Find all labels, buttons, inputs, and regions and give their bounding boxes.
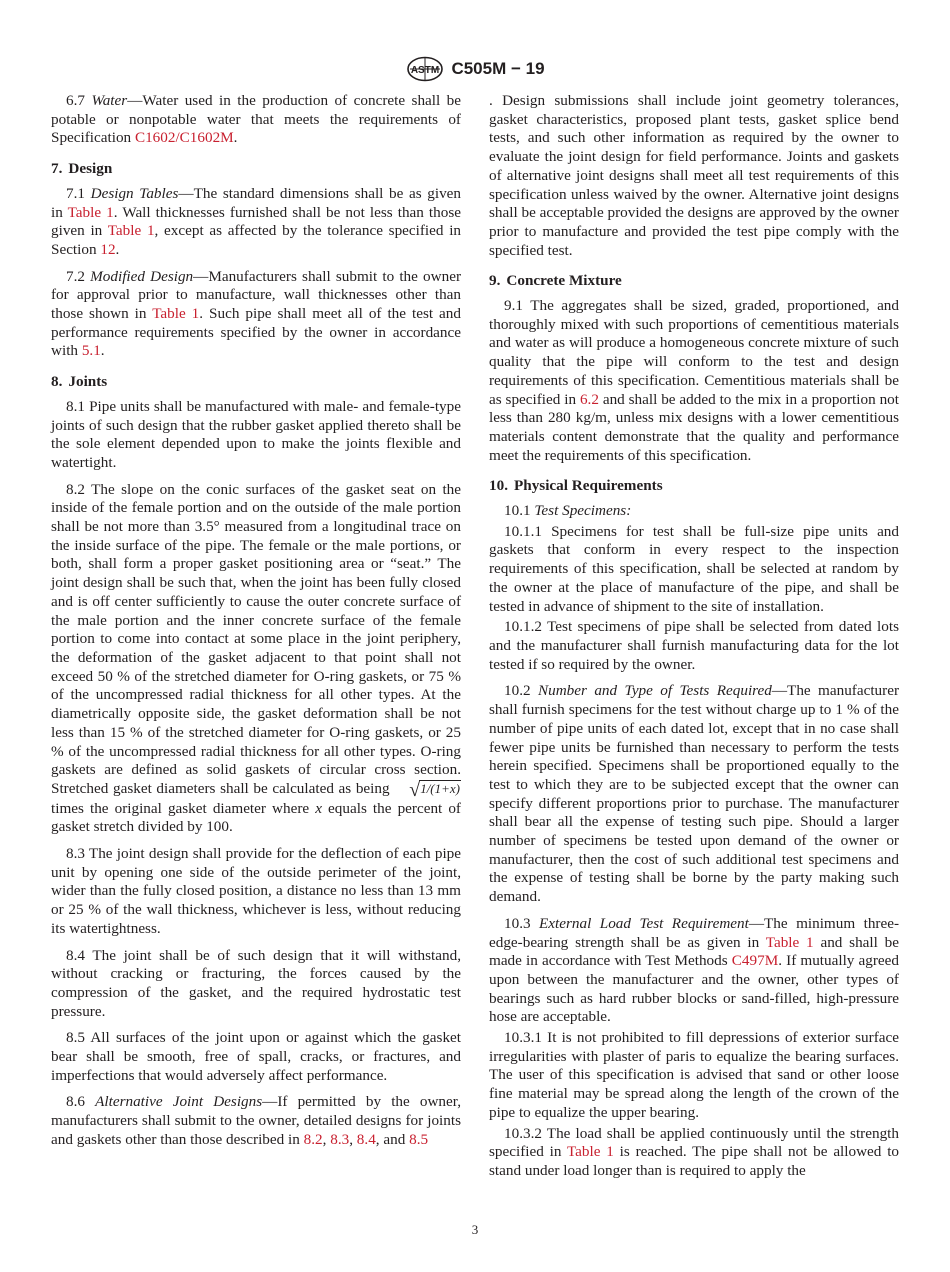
paragraph-7-2: 7.2 Modified Design—Manufacturers shall submit to the owner for approval prior to manufacture, wall thicknesses other than those shown in Table 1. Such pipe shall meet all of the test and performance requirements specified by the owner in accordance with 5.1.: [51, 267, 461, 360]
link-table-1[interactable]: Table 1: [107, 222, 155, 240]
link-section-8-5[interactable]: 8.5: [409, 1130, 429, 1148]
astm-logo-icon: [405, 56, 445, 82]
paragraph-6-7: 6.7 Water—Water used in the production of concrete shall be potable or nonpotable water that meets the requirements of Specification C1602/C1602M.: [51, 92, 462, 147]
link-section-5-1[interactable]: 5.1: [81, 342, 101, 360]
paragraph-10-3-2: 10.3.2 The load shall be applied continuously until the strength specified in Table 1 is reached. The pipe shall not be allowed to stand under load longer than is required to apply the: [489, 1124, 900, 1179]
section-heading-7: 7. Design: [51, 160, 113, 178]
paragraph-8-5: 8.5 All surfaces of the joint upon or against which the gasket bear shall be smooth, free of spall, cracks, or fractures, and imperfections that would adversely affect performance.: [51, 1029, 461, 1084]
paragraph-8-1: 8.1 Pipe units shall be manufactured with male- and female-type joints of such design that the rubber gasket applied thereto shall be the sole element depended upon to make the joints flexible and watertight.: [51, 397, 461, 471]
formula-sqrt: √1/(1+x): [409, 778, 460, 801]
paragraph-10-2: 10.2 Number and Type of Tests Required—The manufacturer shall furnish specimens for the test without charge up to 1 % of the number of pipe units of each dated lot, except that in no case shall fewer pipe units be furnished than necessary to perform the tests herein specified. Specimens shall be proportioned equally to the test to which they are to be subjected except that the owner can specify different proportions prior to purchase. The manufacturer shall bear all the expense of testing such pipe. Should a larger number of specimens be tested upon demand of the owner or manufacturer, then the cost of such additional test specimens and the expense of testing shall be borne by the party making such demand.: [489, 682, 900, 906]
link-section-8-3[interactable]: 8.3: [330, 1130, 350, 1148]
page-header: [0, 56, 950, 82]
paragraph-10-3: 10.3 External Load Test Requirement—The minimum three-edge-bearing strength shall be as given in Table 1 and shall be made in accordance with Test Methods C497M. If mutually agreed upon between the manufacturer and the owner, other types of bearings such as hard rubber blocks or sand-filled, high-pressure hose are acceptable.: [489, 914, 900, 1026]
paragraph-8-6-start: 8.6 Alternative Joint Designs—If permitted by the owner, manufacturers shall submit to the owner, detailed designs for joints and gaskets other than those described in 8.2, 8.3, 8.4, and 8.5: [51, 1093, 462, 1148]
link-table-1[interactable]: Table 1: [765, 933, 814, 951]
link-table-1[interactable]: Table 1: [152, 305, 200, 323]
link-c1602[interactable]: C1602/C1602M: [134, 129, 234, 147]
paragraph-10-1: 10.1 Test Specimens:: [504, 502, 632, 520]
paragraph-8-4: 8.4 The joint shall be of such design that it will withstand, without cracking or fracturing, the forces caused by the compression of the gasket, and the required hydrostatic test pressure.: [51, 946, 461, 1020]
term-water: Water: [91, 92, 128, 109]
section-heading-9: 9. Concrete Mixture: [489, 272, 622, 290]
link-table-1[interactable]: Table 1: [67, 203, 114, 221]
logo-text: ASTM: [411, 65, 440, 76]
paragraph-9-1: 9.1 The aggregates shall be sized, graded, proportioned, and thoroughly mixed with such proportions of cementitious materials and water as will produce a homogeneous concrete mixture of such quality that the pipe will conform to the test and design requirements of this specification. Cementitious materials shall be as specified in 6.2 and shall be added to the mix in a proportion not less than 280 kg/m, unless mix designs with a lower cementitious materials content demonstrate that the quality and performance meet the requirements of this specification.: [489, 297, 899, 464]
link-c497m[interactable]: C497M: [731, 952, 779, 970]
link-table-1[interactable]: Table 1: [566, 1143, 614, 1161]
section-heading-8: 8. Joints: [51, 373, 108, 391]
link-section-8-2[interactable]: 8.2: [303, 1130, 323, 1148]
paragraph-10-3-1: 10.3.1 It is not prohibited to fill depressions of exterior surface irregularities with plaster of paris to equalize the bearing surfaces. The user of this specification is advised that sand or other loose fine material may be spread along the length of the crown of the pipe to equalize the upper bearing.: [489, 1029, 899, 1121]
link-section-12[interactable]: 12: [100, 240, 116, 258]
paragraph-10-1-2: 10.1.2 Test specimens of pipe shall be selected from dated lots and the manufacturer shall furnish manufacturing data for the lot tested if so required by the owner.: [489, 618, 899, 673]
paragraph-8-6-continued: . Design submissions shall include joint geometry tolerances, gasket characteristics, proposed plant tests, gasket splice bend tests, and such other information as required by the owner to evaluate the joint design for field performance. Joints and gaskets of alternative joint designs shall meet all test requirements of this specification unless waived by the owner. Alternative joint designs shall be acceptable provided the designs are approved by the owner prior to manufacture and provided the test pipe comply with the specified test.: [489, 92, 899, 259]
document-designation: C505M − 19: [451, 59, 545, 78]
link-section-6-2[interactable]: 6.2: [579, 390, 599, 408]
page-number: 3: [471, 1222, 479, 1237]
paragraph-10-1-1: 10.1.1 Specimens for test shall be full-size pipe units and gaskets that conform in every respect to the inspection requirements of this specification, shall be selected at random by the owner at the place of manufacture of the pipe, and shall be tested in advance of shipment to the site of installation.: [489, 522, 899, 615]
left-column: [51, 92, 461, 1158]
paragraph-8-3: 8.3 The joint design shall provide for the deflection of each pipe unit by opening one side of the outside perimeter of the joint, wider than the fully closed position, a distance no less than 13 mm or 25 % of the wall thickness, whichever is less, without reducing its watertightness.: [51, 845, 461, 937]
link-section-8-4[interactable]: 8.4: [356, 1130, 376, 1148]
paragraph-8-2: 8.2 The slope on the conic surfaces of the gasket seat on the inside of the female portion and on the outside of the male portion shall be not more than 3.5° measured from a longitudinal trace on the inside surface of the pipe. The female or the male portions, or both, shall form a proper gasket positioning area or “seat.” The joint design shall be such that, when the joint has been fully closed and is off center sufficiently to cause the outer concrete surface of the male portion and the inner concrete surface of the female portion to come into contact at some place in the joint periphery, the deformation of the gasket adjacent to that point shall not exceed 50 % of the stretched diameter for O-ring gaskets, or 75 % of the uncompressed radial thickness for all other types. At the diametrically opposite side, the gasket deformation shall be not less than 15 % of the stretched diameter for O-ring gaskets, or 25 % of the uncompressed radial thickness for all other types. O-ring gaskets are defined as solid gaskets of circular cross section. Stretched gasket diameters shall be calculated as being √1/(1+x) times the original gasket diameter where x equals the percent of gasket stretch divided by 100.: [51, 480, 461, 836]
paragraph-7-1: 7.1 Design Tables—The standard dimensions shall be as given in Table 1. Wall thicknesses furnished shall be not less than those given in Table 1, except as affected by the tolerance specified in Section 12.: [51, 184, 462, 258]
right-column: [489, 92, 899, 1183]
section-heading-10: 10. Physical Requirements: [489, 477, 663, 495]
